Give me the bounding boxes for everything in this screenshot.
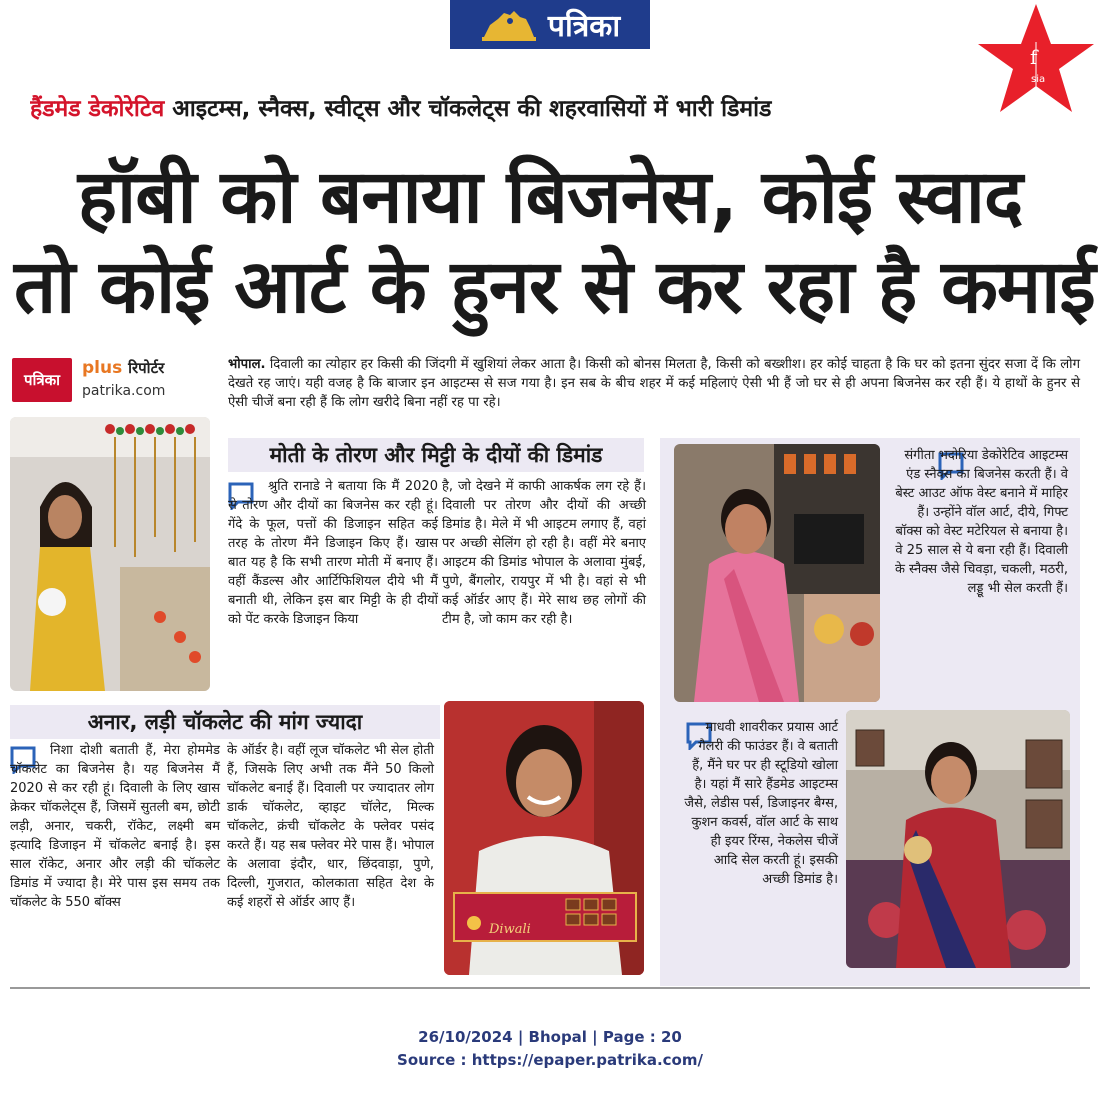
story3-text: संगीता भदोरिया डेकोरेटिव आइटम्स एंड स्नैक्स का बिजनेस करती हैं। वे बेस्ट आउट ऑफ वेस्ट बनाने में माहिर हैं। उन्होंने वॉल आर्ट, दीये, गिफ्ट बॉक्स को वेस्ट मटेरियल से बनाया है। वे 25 साल से ये बना रही हैं। दिवाली के स्नैक्स जैसे चिवड़ा, चकली, मठरी, लड्डू भी सेल करती हैं। [894, 448, 1068, 596]
story4-text: माधवी शावरीकर प्रयास आर्ट गैलरी की फाउंडर हैं। वे बताती हैं, मैंने घर पर ही स्टूडियो खोला है। यहां मैं सारे हैंडमेड आइटम्स जैसे, लेडीस पर्स, डिजाइनर बैग्स, कुशन कवर्स, वॉल आर्ट के साथ ही इयर रिंग्स, नेकलेस चीजें आदि सेल करती हूं। इसकी अच्छी डिमांड है। [684, 720, 838, 887]
story1-col2 [442, 477, 646, 629]
footer-source-line: Source : https://epaper.patrika.com/ [397, 1051, 703, 1069]
byline-plus [82, 358, 164, 378]
photo-sangeeta-bhadoria [674, 444, 880, 702]
photo-madhavi-shavrikar [846, 710, 1070, 968]
dateline: भोपाल. [228, 357, 266, 372]
byline-logo: पत्रिका [12, 358, 72, 402]
story1-col1 [228, 477, 438, 629]
byline [12, 356, 222, 406]
headline-line-1: हॉबी को बनाया बिजनेस, कोई स्वाद [77, 154, 1023, 240]
masthead-title: पत्रिका [547, 9, 621, 44]
story2-heading: अनार, लड़ी चॉकलेट की मांग ज्यादा [10, 705, 440, 739]
watermark-sub: sia [1031, 74, 1046, 85]
photo-nisha-doshi [444, 701, 644, 975]
watermark-letter: f [1030, 45, 1038, 69]
story2-col1-text: निशा दोशी बताती हैं, मेरा होममेड चॉकलेट का बिजनेस है। यह बिजनेस मैं 2020 से कर रही हूं। दिवाली के लिए खास क्रेकर चॉकलेट्स हैं, जिसमें सुतली बम, छोटी लड़ी, अनार, चकरी, रॉकेट, लक्ष्मी बम इत्यादि डिजाइन में चॉकलेट बनाई है। इस साल रॉकेट, अनार और लड़ी की चॉकलेट डिमांड में ज्यादा है। मेरे पास इस समय तक चॉकलेट के 550 बॉक्स [10, 743, 220, 910]
plus-label: plus [82, 358, 123, 378]
story2-col2 [227, 741, 434, 912]
kicker-highlight: हैंडमेड डेकोरेटिव [30, 96, 165, 122]
story3-text-block [888, 446, 1068, 598]
byline-url: patrika.com [82, 383, 166, 399]
intro-text: दिवाली का त्योहार हर किसी की जिंदगी में खुशियां लेकर आता है। किसी को बोनस मिलता है, किसी को बख्शीश। हर कोई चाहता है कि घर को इतना सुंदर सजा दें कि लोग देखते रह जाएं। यही वजह है कि बाजार इन आइटम्स से सज गया है। इन सब के बीच शहर में कई महिलाएं ऐसी भी हैं जो घर से ही अपना बिजनेस कर रही हैं। ये हाथों के हुनर से ऐसी चीजें बना रही हैं कि लोग खरीदे बिना नहीं रह पा रहे। [228, 357, 1080, 410]
reporter-label: रिपोर्टर [128, 359, 165, 377]
kicker-text: आइटम्स, स्नैक्स, स्वीट्स और चॉकलेट्स की शहरवासियों में भारी डिमांड [164, 96, 772, 122]
bottom-rule [10, 987, 1090, 989]
lion-logo-icon [480, 7, 538, 43]
story1-col2-text: है, जो देखने में काफी आकर्षक लग रहे हैं। दिवाली पर तोरण और दीयों की अच्छी डिमांड है। मेले में भी आइटम लगाए हैं, वहां पर अच्छी सेलिंग हो रही है। वहीं मेरे बनाए आइटम की डिमांड भोपाल के अलावा मुंबई, पुणे, बैंगलोर, रायपुर में भी है। वहां से भी कई ऑर्डर आए हैं। मेरे साथ छह लोगों की टीम है, जो काम कर रही है। [442, 479, 646, 627]
headline-line-2: तो कोई आर्ट के हुनर से कर रहा है कमाई [14, 244, 1095, 330]
story4-text-block [684, 718, 838, 889]
story2-col1 [10, 741, 220, 912]
footer-date-line: 26/10/2024 | Bhopal | Page : 20 [418, 1028, 682, 1046]
story2-col2-text: के ऑर्डर है। वहीं लूज चॉकलेट भी सेल होती हैं, जिसके लिए अभी तक मैंने 50 किलो चॉकलेट बनाई हैं। दिवाली पर ज्यादातर लोग डार्क चॉकलेट, व्हाइट चॉलेट, मिल्क चॉकलेट, क्रंची चॉकलेट के फ्लेवर पसंद करते हैं। यह सब फ्लेवर मेरे पास हैं। भोपाल के अलावा इंदौर, धार, छिंदवाड़ा, पुणे, दिल्ली, गुजरात, कोलकाता सहित देश के कई शहरों से ऑर्डर आए हैं। [227, 743, 434, 910]
story1-heading: मोती के तोरण और मिट्टी के दीयों की डिमांड [228, 438, 644, 472]
kicker [30, 91, 1070, 123]
intro-paragraph [228, 355, 1080, 412]
chocolate-box-label: Diwali [489, 922, 531, 937]
photo-shruti-ranade [10, 417, 210, 691]
masthead [450, 0, 650, 49]
story1-col1-text: श्रुति रानाडे ने बताया कि मैं 2020 से तोरण और दीयों का बिजनेस कर रही हूं। गेंदे के फूल, पत्तों की डिजाइन सहित कई तरह के तोरण मैंने डिजाइन किए हैं। खास बात यह है कि सभी तारण मोती में बनाए हैं। वहीं कैंडल्स और आर्टिफिशियल दीये भी मैं बनाती थी, लेकिन इस बार मिट्टी के ही दीयों को पेंट करके डिजाइन किया [228, 479, 438, 627]
